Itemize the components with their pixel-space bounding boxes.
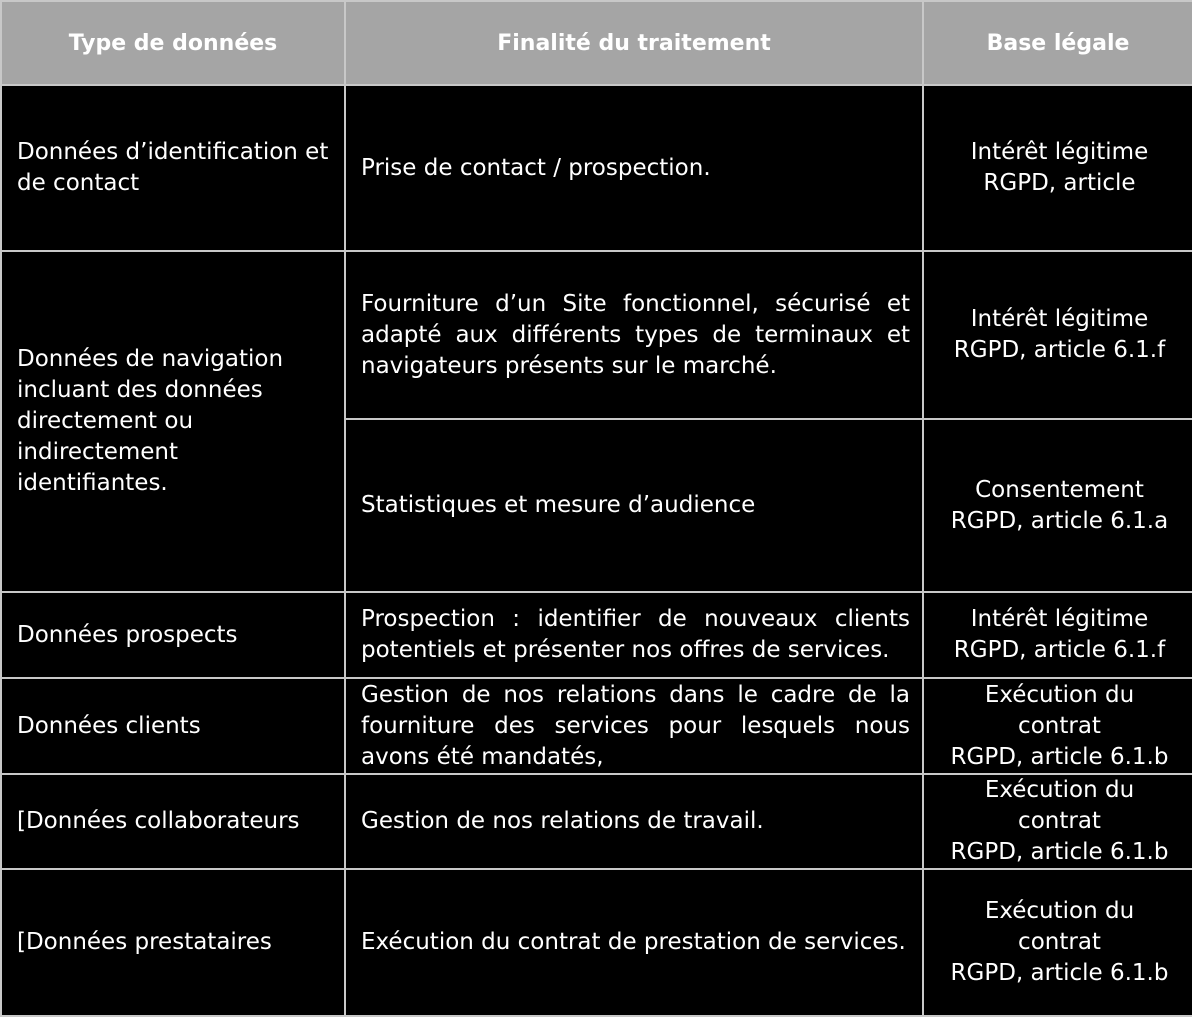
purpose-cell: Exécution du contrat de prestation de services. — [345, 869, 923, 1016]
legal-basis-cell — [923, 419, 1192, 592]
legal-basis-line: Consentement — [975, 476, 1144, 503]
purpose-cell: Gestion de nos relations de travail. — [345, 774, 923, 869]
purpose-cell: Prise de contact / prospection. — [345, 85, 923, 251]
legal-basis-line: RGPD, article 6.1.f — [953, 337, 1166, 363]
table-row — [1, 85, 1192, 251]
purpose-cell: Statistiques et mesure d’audience — [345, 419, 923, 592]
legal-basis-line: Intérêt légitime — [970, 306, 1149, 332]
legal-basis-cell — [923, 85, 1192, 251]
legal-basis-line: Exécution du — [984, 777, 1135, 803]
data-type-cell: Données clients — [1, 678, 345, 774]
table-row — [1, 774, 1192, 869]
header-basis: Base légale — [923, 1, 1192, 85]
purpose-cell: Fourniture d’un Site fonctionnel, sécurisé et adapté aux différents types de terminaux et navigateurs présents sur le marché. — [345, 251, 923, 419]
table-row — [1, 678, 1192, 774]
data-type-cell: [Données collaborateurs — [1, 774, 345, 869]
legal-basis-cell — [923, 251, 1192, 419]
legal-basis-line: RGPD, article 6.1.b — [950, 839, 1169, 865]
legal-basis-line: RGPD, article 6.1.b — [950, 960, 1169, 986]
legal-basis-line: Intérêt légitime — [970, 606, 1149, 632]
legal-basis-line: contrat — [1018, 929, 1101, 955]
legal-basis-line: RGPD, article 6.1.b — [950, 743, 1169, 770]
legal-basis-cell — [923, 869, 1192, 1016]
legal-basis-cell — [923, 774, 1192, 869]
purpose-cell: Gestion de nos relations dans le cadre de la fourniture des services pour lesquels nous avons été mandatés, — [345, 678, 923, 774]
legal-basis-cell — [923, 678, 1192, 774]
legal-basis-line: RGPD, article — [983, 170, 1136, 196]
data-type-cell: Données d’identification et de contact — [1, 85, 345, 251]
legal-basis-line: contrat — [1018, 808, 1101, 834]
legal-basis-line: contrat — [1018, 712, 1101, 739]
data-type-cell: [Données prestataires — [1, 869, 345, 1016]
header-purpose: Finalité du traitement — [345, 1, 923, 85]
header-row — [1, 1, 1192, 85]
legal-basis-line: Exécution du — [984, 898, 1135, 924]
legal-basis-line: RGPD, article 6.1.a — [950, 507, 1169, 534]
data-type-cell: Données de navigation incluant des données directement ou indirectement identifiantes. — [1, 251, 345, 592]
data-type-cell: Données prospects — [1, 592, 345, 678]
table-row — [1, 592, 1192, 678]
purpose-cell: Prospection : identifier de nouveaux clients potentiels et présenter nos offres de services. — [345, 592, 923, 678]
table-row — [1, 869, 1192, 1016]
legal-basis-line: RGPD, article 6.1.f — [953, 637, 1166, 663]
legal-basis-cell — [923, 592, 1192, 678]
header-type: Type de données — [1, 1, 345, 85]
legal-basis-line: Intérêt légitime — [970, 139, 1149, 165]
table-row — [1, 251, 1192, 419]
legal-basis-line: Exécution du — [984, 681, 1135, 708]
